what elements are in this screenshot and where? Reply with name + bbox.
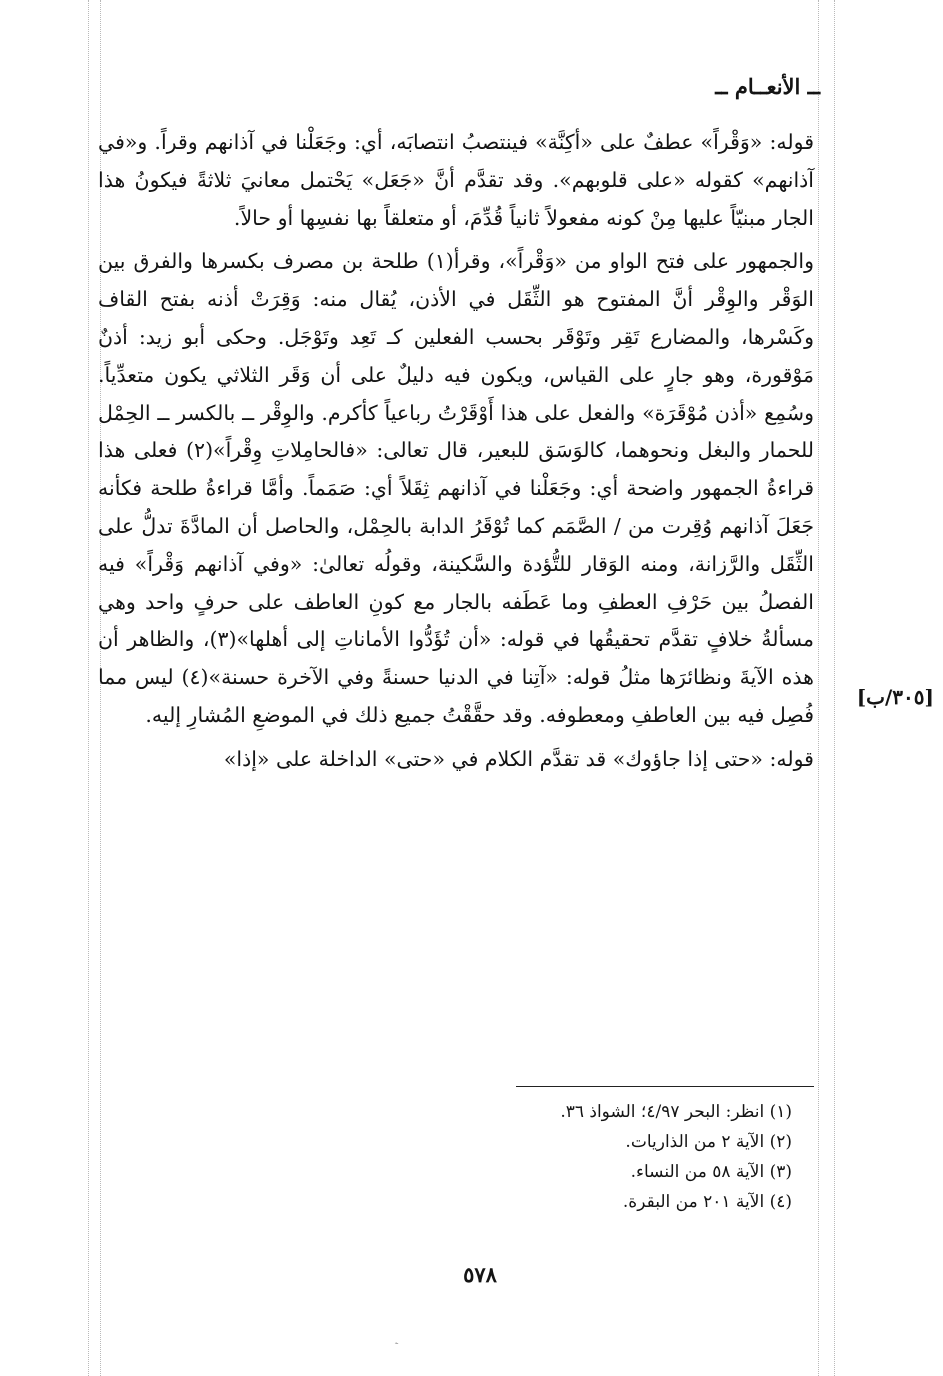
footnotes <box>420 1097 792 1217</box>
running-header: ــ الأنعــام ــ <box>715 74 820 99</box>
footnote: (١) انظر: البحر ٤/٩٧؛ الشواذ ٣٦. <box>560 1102 792 1122</box>
margin-guide-left-outer <box>88 0 89 1376</box>
main-text <box>98 124 814 779</box>
footnote: (٤) الآية ٢٠١ من البقرة. <box>622 1192 792 1212</box>
scan-speck: ˎ <box>388 1329 400 1347</box>
paragraph: قوله: «وَقْراً» عطفٌ على «أكِنَّة» فينتصبُ انتصابَه، أي: وجَعَلْنا في آذانهم وقراً. و«في آذانهم» كقوله «على قلوبهم». وقد تقدَّم أنَّ «جَعَل» يَحْتمل معانيَ ثلاثةً فيكونُ هذا الجار مبنيّاً عليها مِنْ كونه مفعولاً ثانياً قُدِّمَ، أو متعلقاً بها نفسِها أو حالاً. <box>98 130 814 230</box>
footnote-divider <box>516 1086 814 1087</box>
footnote: (٣) الآية ٥٨ من النساء. <box>630 1162 792 1182</box>
paragraph: والجمهور على فتح الواو من «وَقْراً»، وقرأ(١) طلحة بن مصرف بكسرها والفرق بين الوَقْر والوِقْر أنَّ المفتوح هو الثِّقَل في الأذن، يُقال منه: وَقِرَتْ أذنه بفتح القاف وكَسْرها، والمضارع تَقِر وتَوْقَر بحسب الفعلين كـ تَعِد وتَوْجَل. وحكى أبو زيد: أذنٌ مَوْقورة، وهو جارٍ على القياس، ويكون فيه دليلٌ على أن وَقَر الثلاثي يكون متعدِّياً. وسُمِع «أذن مُوْقَرَة» والفعل على هذا أَوْقَرْتُ رباعياً كأكرم. والوِقْر ــ بالكسر ــ الحِمْل للحمار والبغل ونحوهما، كالوَسَق للبعير، قال تعالى: «فالحامِلاتِ وِقْراً»(٢) فعلى هذا قراءةُ الجمهور واضحة أي: وجَعَلْنا في آذانهم ثِقَلاً أي: صَمَماً. وأمَّا قراءةُ طلحة فكأنه جَعَلَ آذانهم وُقِرت من / الصَّمَم كما تُوْقَرُ الدابة بالحِمْل، والحاصل أن المادَّةَ تدلُّ على الثِّقَل والرَّزانة، ومنه الوَقار للتُّؤدة والسَّكينة، وقولُه تعالىٰ: «وفي آذانهم وَقْراً» فيه الفصلُ بين حَرْفِ العطفِ وما عَطَفه بالجار مع كونِ العاطف على حرفٍ واحد وهي مسألةُ خلافٍ تقدَّم تحقيقُها في قوله: «أن تُؤَدُّوا الأماناتِ إلى أهلها»(٣)، والظاهر أن هذه الآيةَ ونظائرَها مثلُ قوله: «آتِنا في الدنيا حسنةً وفي الآخرة حسنة»(٤) ليس مما فُصِل فيه بين العاطفِ ومعطوفه. وقد حقَّقْتُ جميع ذلك في الموضعِ المُشارِ إليه. <box>98 249 814 727</box>
footnote: (٢) الآية ٢ من الذاريات. <box>625 1132 792 1152</box>
page-number: ٥٧٨ <box>463 1262 497 1287</box>
manuscript-folio-marker: [٣٠٥/ب] <box>856 685 934 709</box>
paragraph: قوله: «حتى إذا جاؤوك» قد تقدَّم الكلام في «حتى» الداخلة على «إذا» <box>223 746 814 771</box>
margin-guide-right-inner <box>818 0 819 1376</box>
